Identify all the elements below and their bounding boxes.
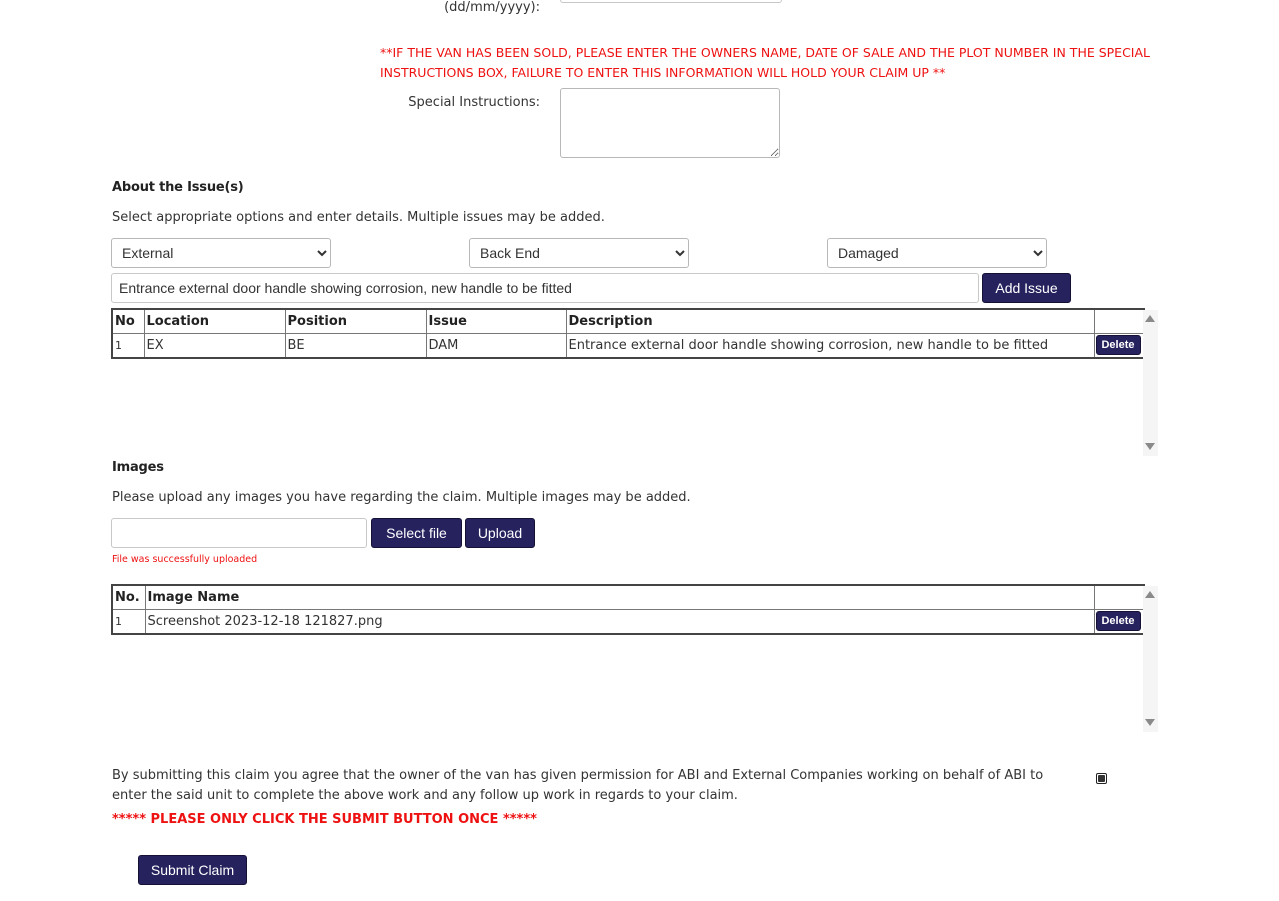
submit-warning: ***** PLEASE ONLY CLICK THE SUBMIT BUTTON ONCE ***** xyxy=(112,812,537,827)
images-header-row xyxy=(112,585,1144,610)
delete-image-button[interactable]: Delete xyxy=(1096,611,1141,631)
scroll-up-icon[interactable] xyxy=(1145,315,1155,322)
col-position: Position xyxy=(285,309,426,334)
images-intro: Please upload any images you have regarding the claim. Multiple images may be added. xyxy=(112,490,691,505)
cell-no: 1 xyxy=(112,334,144,359)
check-icon xyxy=(1098,775,1105,782)
col-image-name: Image Name xyxy=(145,585,1094,610)
special-instructions-input[interactable] xyxy=(560,88,780,158)
table-row xyxy=(112,610,1144,635)
select-file-button[interactable]: Select file xyxy=(371,518,462,548)
cell-position: BE xyxy=(285,334,426,359)
file-path-input[interactable] xyxy=(111,518,367,548)
scroll-down-icon[interactable] xyxy=(1145,719,1155,726)
date-label: (dd/mm/yyyy): xyxy=(444,0,540,15)
consent-checkbox[interactable] xyxy=(1096,773,1107,784)
issue-type-select[interactable] xyxy=(827,238,1047,268)
col-image-no: No. xyxy=(112,585,145,610)
add-issue-button[interactable]: Add Issue xyxy=(982,273,1071,303)
col-location: Location xyxy=(144,309,285,334)
cell-description: Entrance external door handle showing corrosion, new handle to be fitted xyxy=(566,334,1094,359)
upload-button[interactable]: Upload xyxy=(465,518,535,548)
special-instructions-label: Special Instructions: xyxy=(408,95,540,110)
col-actions xyxy=(1094,309,1144,334)
issues-scrollbar[interactable] xyxy=(1143,310,1158,456)
upload-status: File was successfully uploaded xyxy=(112,554,258,565)
images-table xyxy=(111,584,1145,635)
cell-image-actions xyxy=(1094,610,1144,635)
issues-header-row xyxy=(112,309,1144,334)
issue-description-input[interactable] xyxy=(111,273,979,303)
issues-intro: Select appropriate options and enter details. Multiple issues may be added. xyxy=(112,210,605,225)
cell-image-name: Screenshot 2023-12-18 121827.png xyxy=(145,610,1094,635)
consent-text: By submitting this claim you agree that the owner of the van has given permission for ABI and External Companies working on behalf of ABI to enter the said unit to complete the above work and any follow up work in regards to your claim. xyxy=(112,768,1044,803)
col-description: Description xyxy=(566,309,1094,334)
images-scrollbar[interactable] xyxy=(1143,586,1158,732)
scroll-up-icon[interactable] xyxy=(1145,591,1155,598)
cell-issue: DAM xyxy=(426,334,566,359)
col-image-actions xyxy=(1094,585,1144,610)
issues-heading: About the Issue(s) xyxy=(112,180,244,195)
position-select[interactable] xyxy=(469,238,689,268)
col-no: No xyxy=(112,309,144,334)
images-table-wrap xyxy=(111,584,1145,635)
issues-table-wrap xyxy=(111,308,1145,359)
scroll-down-icon[interactable] xyxy=(1145,443,1155,450)
issues-table xyxy=(111,308,1145,359)
cell-image-no: 1 xyxy=(112,610,145,635)
cell-actions xyxy=(1094,334,1144,359)
submit-claim-button[interactable]: Submit Claim xyxy=(138,855,247,885)
images-heading: Images xyxy=(112,460,164,475)
cell-location: EX xyxy=(144,334,285,359)
location-select[interactable] xyxy=(111,238,331,268)
sold-warning: **IF THE VAN HAS BEEN SOLD, PLEASE ENTER THE OWNERS NAME, DATE OF SALE AND THE PLOT NUMBER IN THE SPECIAL INSTRUCTIONS BOX, FAILURE TO ENTER THIS INFORMATION WILL HOLD YOUR CLAIM UP ** xyxy=(380,45,1151,80)
col-issue: Issue xyxy=(426,309,566,334)
date-input[interactable] xyxy=(560,0,782,3)
table-row xyxy=(112,334,1144,359)
delete-issue-button[interactable]: Delete xyxy=(1096,335,1141,355)
